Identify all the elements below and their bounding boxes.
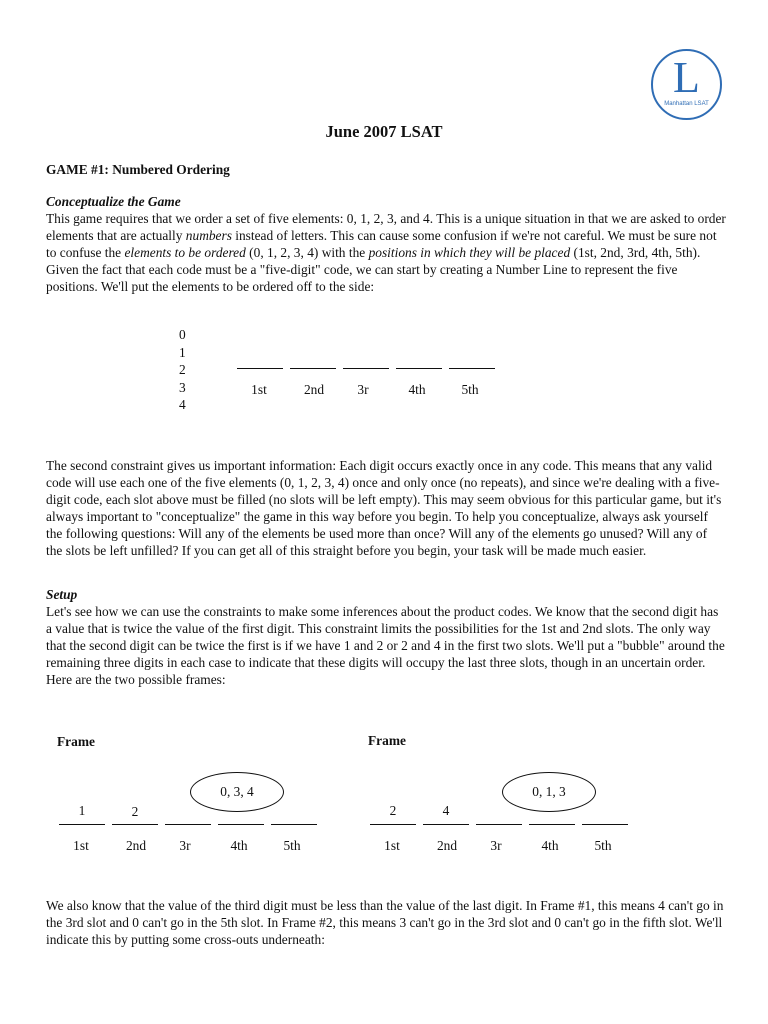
slot-digit: 1 [78, 803, 86, 818]
element-item: 4 [179, 397, 186, 412]
position-label: 1st [384, 838, 400, 853]
position-label: 1st [73, 838, 89, 853]
slot-digit: 2 [389, 803, 397, 818]
remaining-digits-bubble: 0, 3, 4 [190, 772, 284, 812]
setup-heading: Setup [46, 587, 78, 602]
logo-subtitle: Manhattan LSAT [664, 101, 709, 107]
position-label: 2nd [436, 838, 458, 853]
page-title: June 2007 LSAT [325, 122, 443, 141]
position-label: 2nd [125, 838, 147, 853]
manhattan-lsat-logo [651, 49, 722, 120]
slot-line [237, 368, 283, 369]
slot-line [449, 368, 495, 369]
constraint-paragraph: The second constraint gives us important information: Each digit occurs exactly once in any code. This means that any valid code will use each one of the five elements (0, 1, 2, 3, 4) once and only once (no repeats), and since we're dealing with a five-digit code, each slot above must be filled (no slots will be left empty). This may seem obvious for this particular game, but it's always important to "conceptualize" the game in this way before you begin. To help you conceptualize, always ask yourself the following questions: Will any of the elements be used more than once? Will any of the elements go unused? Will any of the slots be left unfilled? If you can get all of this straight before you begin, your task will be made much easier. [46, 458, 722, 558]
slot-line [271, 824, 317, 825]
game-heading: GAME #1: Numbered Ordering [46, 162, 230, 177]
position-label: 5th [594, 838, 612, 853]
slot-line [59, 824, 105, 825]
slot-line [529, 824, 575, 825]
position-label: 2nd [303, 382, 325, 397]
element-item: 1 [179, 344, 186, 360]
position-label: 4th [230, 838, 248, 853]
slot-line [582, 824, 628, 825]
conceptualize-heading: Conceptualize the Game [46, 194, 181, 209]
frame-label: Frame [368, 733, 406, 748]
crossout-paragraph: We also know that the value of the third digit must be less than the value of the last digit. In Frame #1, this means 4 can't go in the 3rd slot and 0 can't go in the 5th slot. In Frame #2, this means 3 can't go in the 3rd slot and 0 can't go in the fifth slot. We'll indicate this by putting some cross-outs underneath: [46, 898, 724, 947]
element-item: 0 [179, 327, 186, 342]
slot-line [165, 824, 211, 825]
slot-digit: 4 [442, 803, 450, 818]
frame-label: Frame [57, 734, 95, 749]
setup-paragraph: Let's see how we can use the constraints to make some inferences about the product codes. We know that the second digit has a value that is twice the value of the first digit. This constraint limits the possibilities for the 1st and 2nd slots. The only way that the second digit can be twice the first is if we have 1 and 2 or 2 and 4 in the first two slots. We'll put a "bubble" around the remaining three digits in each case to indicate that these digits will occupy the last three slots, though in an uncertain order. Here are the two possible frames: [46, 604, 725, 687]
position-label: 1st [251, 382, 267, 397]
conceptualize-paragraph: This game requires that we order a set of five elements: 0, 1, 2, 3, and 4. This is a unique situation in that we are asked to order elements that are actually numbers instead of letters. This can cause some confusion if we're not careful. We must be sure not to confuse the elements to be ordered (0, 1, 2, 3, 4) with the positions in which they will be placed (1st, 2nd, 3rd, 4th, 5th). Given the fact that each code must be a "five-digit" code, we can start by creating a Number Line to represent the five positions. We'll put the elements to be ordered off to the side: [46, 211, 726, 294]
position-label: 4th [408, 382, 426, 397]
element-list [179, 326, 186, 414]
element-item: 2 [179, 362, 186, 377]
slot-line [343, 368, 389, 369]
slot-line [218, 824, 264, 825]
slot-line [423, 824, 469, 825]
logo-letter: L [673, 53, 700, 102]
position-label: 3r [357, 382, 369, 397]
element-item: 3 [179, 379, 186, 395]
slot-line [370, 824, 416, 825]
slot-line [476, 824, 522, 825]
position-label: 3r [179, 838, 191, 853]
position-label: 3r [490, 838, 502, 853]
slot-digit: 2 [131, 804, 139, 819]
slot-line [112, 824, 158, 825]
slot-line [396, 368, 442, 369]
position-label: 4th [541, 838, 559, 853]
position-label: 5th [461, 382, 479, 397]
slot-line [290, 368, 336, 369]
remaining-digits-bubble: 0, 1, 3 [502, 772, 596, 812]
position-label: 5th [283, 838, 301, 853]
